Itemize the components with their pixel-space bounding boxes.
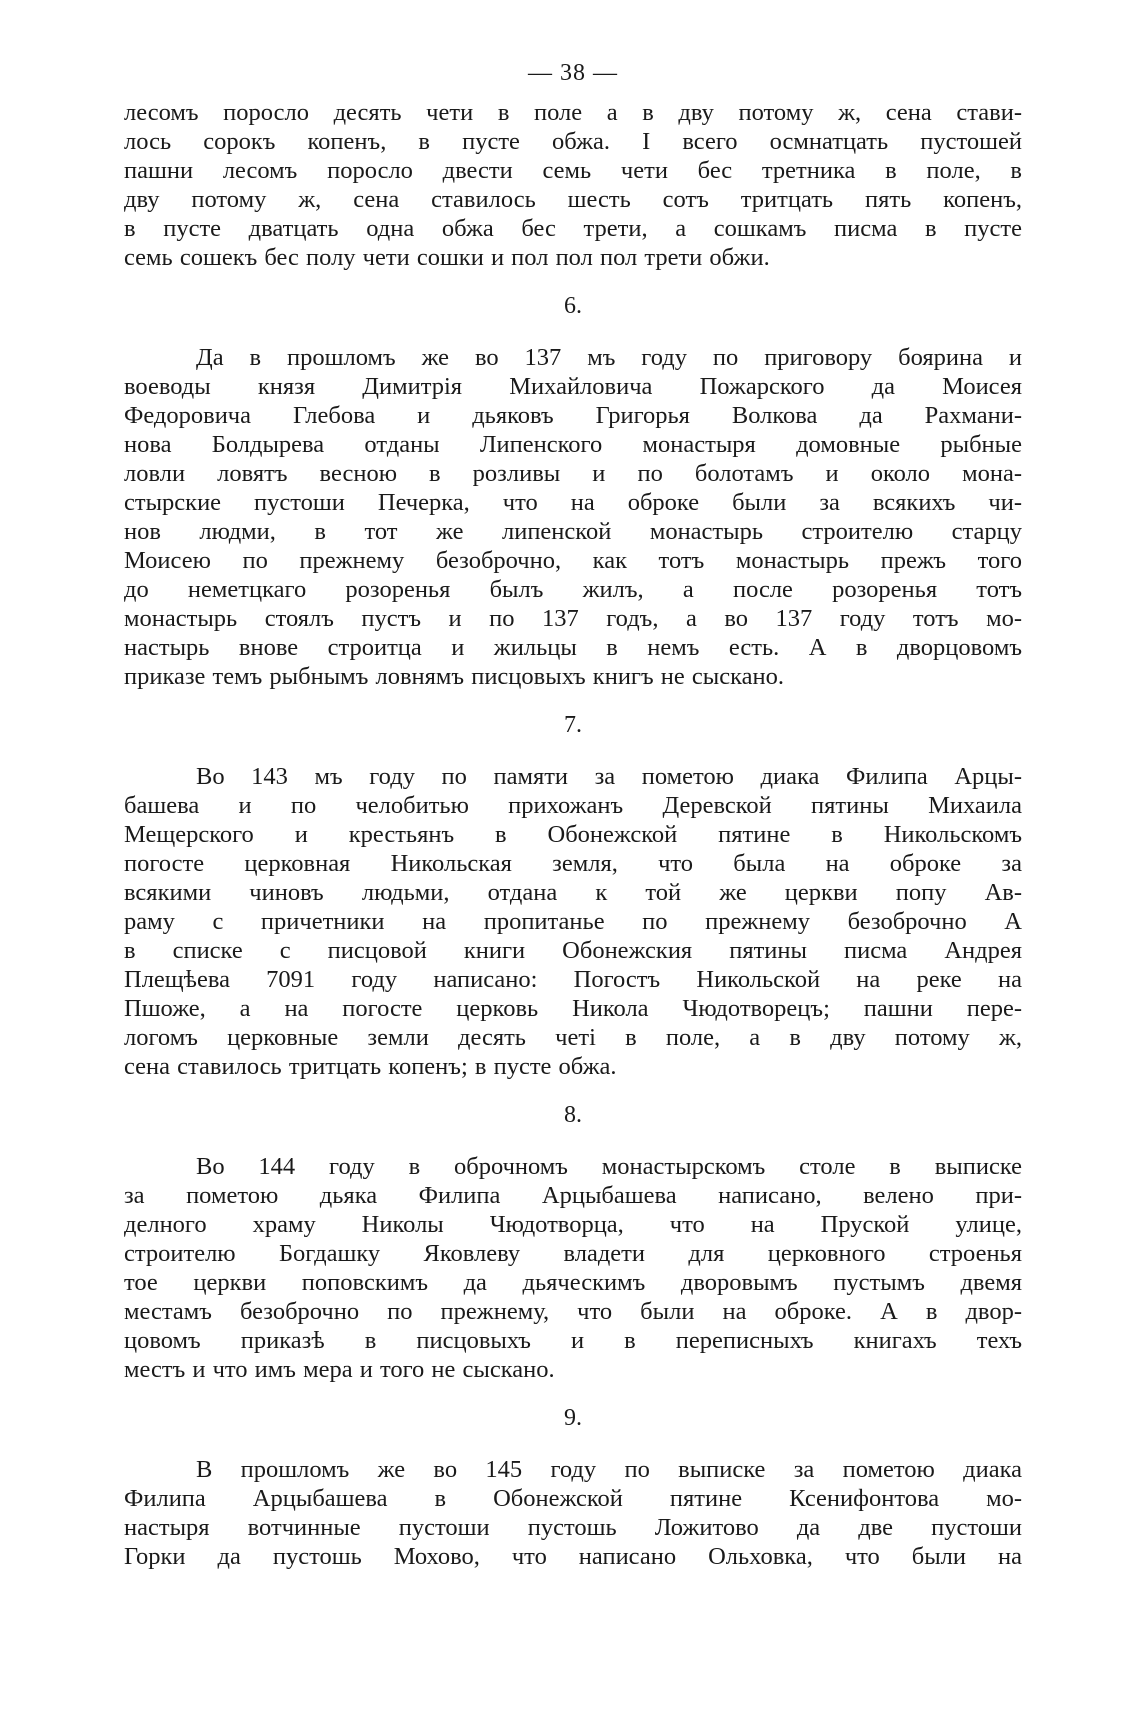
- text-line: дву потому ж, сена ставилось шесть сотъ тритцать пять копенъ,: [124, 186, 1022, 213]
- text-line: башева и по челобитью прихожанъ Деревской пятины Михаила: [124, 792, 1022, 819]
- text-line: лось сорокъ копенъ, в пусте обжа. І всего осмнатцать пустошей: [124, 128, 1022, 155]
- text-line: раму с причетники на пропитанье по прежнему безоброчно А: [124, 908, 1022, 935]
- text-line: Пшоже, а на погосте церковь Никола Чюдотворецъ; пашни пере-: [124, 995, 1022, 1022]
- text-line: Плещѣева 7091 году написано: Погостъ Никольской на реке на: [124, 966, 1022, 993]
- paragraph-9: [124, 1455, 1022, 1571]
- text-line: местамъ безоброчно по прежнему, что были на оброке. А в двор-: [124, 1298, 1022, 1325]
- paragraph-8: [124, 1152, 1022, 1384]
- text-line: воеводы князя Димитрія Михайловича Пожарского да Моисея: [124, 373, 1022, 400]
- text-line: строителю Богдашку Яковлеву владети для церковного строенья: [124, 1240, 1022, 1267]
- text-line: Да в прошломъ же во 137 мъ году по приговору боярина и: [196, 344, 1022, 371]
- text-line: нов людми, в тот же липенской монастырь строителю старцу: [124, 518, 1022, 545]
- text-line: Мещерского и крестьянъ в Обонежской пятине в Никольскомъ: [124, 821, 1022, 848]
- text-line: пашни лесомъ поросло двести семь чети бес третника в поле, в: [124, 157, 1022, 184]
- text-line: Моисею по прежнему безоброчно, как тотъ монастырь прежъ того: [124, 547, 1022, 574]
- text-line: всякими чиновъ людьми, отдана к той же церкви попу Ав-: [124, 879, 1022, 906]
- text-line: приказе темъ рыбнымъ ловнямъ писцовыхъ книгъ не сыскано.: [124, 663, 784, 690]
- text-line: за пометою дьяка Филипа Арцыбашева написано, велено при-: [124, 1182, 1022, 1209]
- text-line: в списке с писцовой книги Обонежския пятины писма Андрея: [124, 937, 1022, 964]
- text-line: в пусте дватцать одна обжа бес трети, а сошкамъ писма в пусте: [124, 215, 1022, 242]
- text-line: монастырь стоялъ пустъ и по 137 годъ, а во 137 году тотъ мо-: [124, 605, 1022, 632]
- paragraph-0: [124, 98, 1022, 272]
- text-line: семь сошекъ бес полу чети сошки и пол пол пол трети обжи.: [124, 244, 770, 271]
- text-line: стырские пустоши Печерка, что на оброке были за всякихъ чи-: [124, 489, 1022, 516]
- text-line: лесомъ поросло десять чети в поле а в дву потому ж, сена стави-: [124, 99, 1022, 126]
- section-number: 9.: [564, 1405, 582, 1431]
- text-line: Во 143 мъ году по памяти за пометою диака Филипа Арцы-: [196, 763, 1022, 790]
- section-number: 7.: [564, 712, 582, 738]
- text-line: настыря вотчинные пустоши пустошь Ложитово да две пустоши: [124, 1514, 1022, 1541]
- section-number: 6.: [564, 293, 582, 319]
- text-line: делного храму Николы Чюдотворца, что на Пруской улице,: [124, 1211, 1022, 1238]
- text-line: В прошломъ же во 145 году по выписке за пометою диака: [196, 1456, 1022, 1483]
- text-line: нова Болдырева отданы Липенского монастыря домовные рыбные: [124, 431, 1022, 458]
- text-line: тое церкви поповскимъ да дьяческимъ дворовымъ пустымъ двемя: [124, 1269, 1022, 1296]
- text-line: сена ставилось тритцать копенъ; в пусте обжа.: [124, 1053, 617, 1080]
- paragraph-6: [124, 343, 1022, 691]
- text-line: настырь внове строитца и жильцы в немъ есть. А в дворцовомъ: [124, 634, 1022, 661]
- page-number: — 38 —: [528, 60, 618, 86]
- text-line: местъ и что имъ мера и того не сыскано.: [124, 1356, 555, 1383]
- text-line: Филипа Арцыбашева в Обонежской пятине Ксенифонтова мо-: [124, 1485, 1022, 1512]
- paragraph-7: [124, 762, 1022, 1081]
- section-number: 8.: [564, 1102, 582, 1128]
- text-line: до неметцкаго розоренья былъ жилъ, а после розоренья тотъ: [124, 576, 1022, 603]
- text-line: логомъ церковные земли десять четі в поле, а в дву потому ж,: [124, 1024, 1022, 1051]
- text-line: погосте церковная Никольская земля, что была на оброке за: [124, 850, 1022, 877]
- text-line: цовомъ приказѣ в писцовыхъ и в переписныхъ книгахъ техъ: [124, 1327, 1022, 1354]
- text-line: Горки да пустошь Мохово, что написано Ольховка, что были на: [124, 1543, 1022, 1570]
- text-line: Во 144 году в оброчномъ монастырскомъ столе в выписке: [196, 1153, 1022, 1180]
- text-line: Федоровича Глебова и дьяковъ Григорья Волкова да Рахмани-: [124, 402, 1022, 429]
- text-line: ловли ловятъ весною в розливы и по болотамъ и около мона-: [124, 460, 1022, 487]
